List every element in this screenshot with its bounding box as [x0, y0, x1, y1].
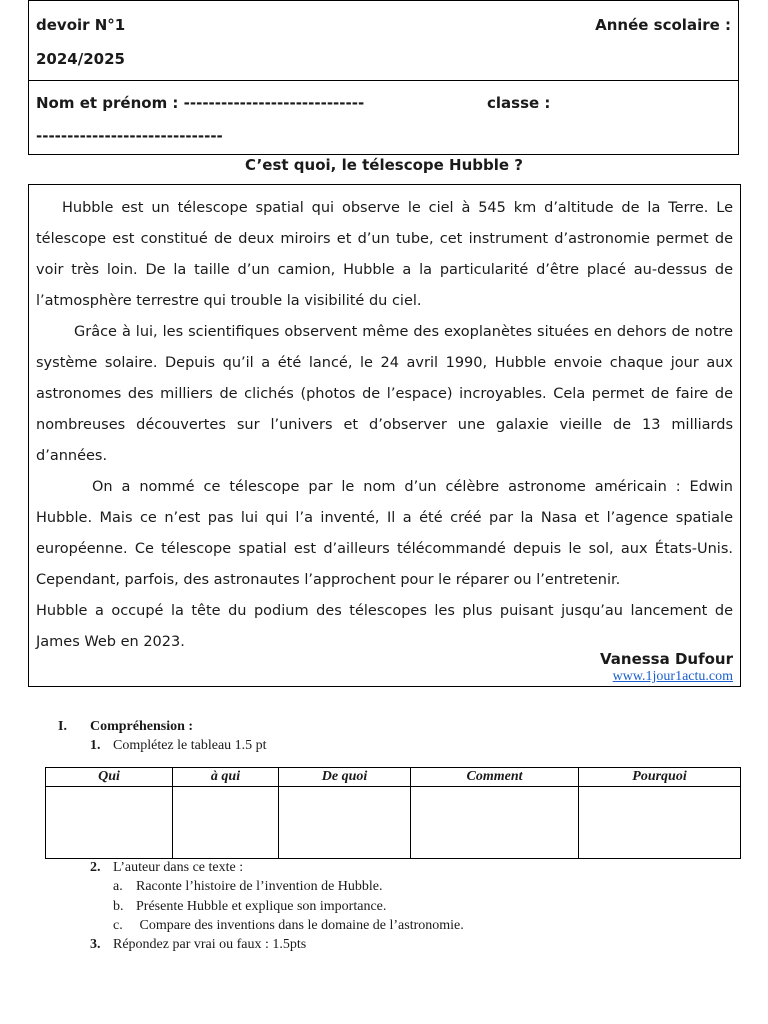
table-header-comment: Comment — [411, 768, 579, 787]
option-c-text: Compare des inventions dans le domaine de l’astronomie. — [136, 918, 464, 933]
option-a[interactable] — [113, 879, 383, 895]
option-a-text: Raconte l’histoire de l’invention de Hubble. — [136, 879, 383, 894]
nom-prenom-field[interactable]: Nom et prénom : ----------------------------- — [36, 94, 365, 112]
paragraph-3: On a nommé ce télescope par le nom d’un célèbre astronome américain : Edwin Hubble. Mais ce n’est pas lui qui l’a inventé, Il a été créé par la Nasa et l’agence spatiale européenne. Ce télescope spatial est d’ailleurs télécommandé depuis le sol, aux États-Unis. Cependant, parfois, des astronautes l’approchent pour le réparer ou l’entretenir. — [36, 479, 733, 588]
question-3-text: Répondez par vrai ou faux : 1.5pts — [113, 937, 307, 952]
section-heading — [58, 719, 193, 735]
answer-cell-a-qui[interactable] — [173, 787, 279, 859]
paragraph-1: Hubble est un télescope spatial qui observe le ciel à 545 km d’altitude de la Terre. Le télescope est constitué de deux miroirs et d’un tube, cet instrument d’astronomie permet de voir très loin. De la taille d’un camion, Hubble a la particularité d’être placé au-dessus de l’atmosphère terrestre qui trouble la visibilité du ciel. — [36, 200, 733, 309]
answer-cell-pourquoi[interactable] — [579, 787, 741, 859]
question-1-number: 1. — [90, 738, 101, 753]
option-c[interactable] — [113, 918, 464, 934]
question-3 — [90, 937, 306, 953]
answer-cell-de-quoi[interactable] — [279, 787, 411, 859]
nom-prenom-line: ------------------------------ — [36, 127, 223, 145]
option-b-text: Présente Hubble et explique son importance. — [136, 899, 387, 914]
author-name: Vanessa Dufour — [599, 650, 733, 668]
header-top-row — [29, 1, 738, 81]
school-year: 2024/2025 — [36, 50, 125, 68]
section-number: I. — [58, 719, 67, 734]
classe-field[interactable]: classe : — [487, 94, 551, 112]
answer-cell-comment[interactable] — [411, 787, 579, 859]
section-title: Compréhension : — [90, 719, 194, 734]
paragraph-2: Grâce à lui, les scientifiques observent même des exoplanètes situées en dehors de notre système solaire. Depuis qu’il a été lancé, le 24 avril 1990, Hubble envoie chaque jour aux astronomes des milliers de clichés (photos de l’espace) incroyables. Cela permet de faire de nombreuses découvertes sur l’univers et d’observer une galaxie vieille de 13 milliards d’années. — [36, 324, 733, 464]
table-row — [46, 787, 741, 859]
question-2-number: 2. — [90, 860, 101, 875]
source-link[interactable]: www.1jour1actu.com — [612, 669, 733, 684]
annee-scolaire-label: Année scolaire : — [595, 16, 731, 34]
option-b-letter: b. — [113, 899, 124, 914]
option-b[interactable] — [113, 899, 386, 915]
paragraph-4: Hubble a occupé la tête du podium des télescopes les plus puisant jusqu’au lancement de James Web en 2023. — [36, 603, 733, 650]
document-title: C’est quoi, le télescope Hubble ? — [245, 156, 523, 174]
question-1 — [90, 738, 267, 754]
option-c-letter: c. — [113, 918, 123, 933]
option-a-letter: a. — [113, 879, 123, 894]
table-header-a-qui: à qui — [173, 768, 279, 787]
header-box — [28, 0, 739, 155]
answer-table — [45, 767, 741, 859]
reading-text-box — [28, 184, 741, 687]
devoir-label: devoir N°1 — [36, 16, 126, 34]
table-header-row — [46, 768, 741, 787]
question-2-text: L’auteur dans ce texte : — [113, 860, 244, 875]
table-header-pourquoi: Pourquoi — [579, 768, 741, 787]
question-2 — [90, 860, 243, 876]
table-header-de-quoi: De quoi — [279, 768, 411, 787]
question-3-number: 3. — [90, 937, 101, 952]
answer-cell-qui[interactable] — [46, 787, 173, 859]
table-header-qui: Qui — [46, 768, 173, 787]
question-1-text: Complétez le tableau 1.5 pt — [113, 738, 267, 753]
